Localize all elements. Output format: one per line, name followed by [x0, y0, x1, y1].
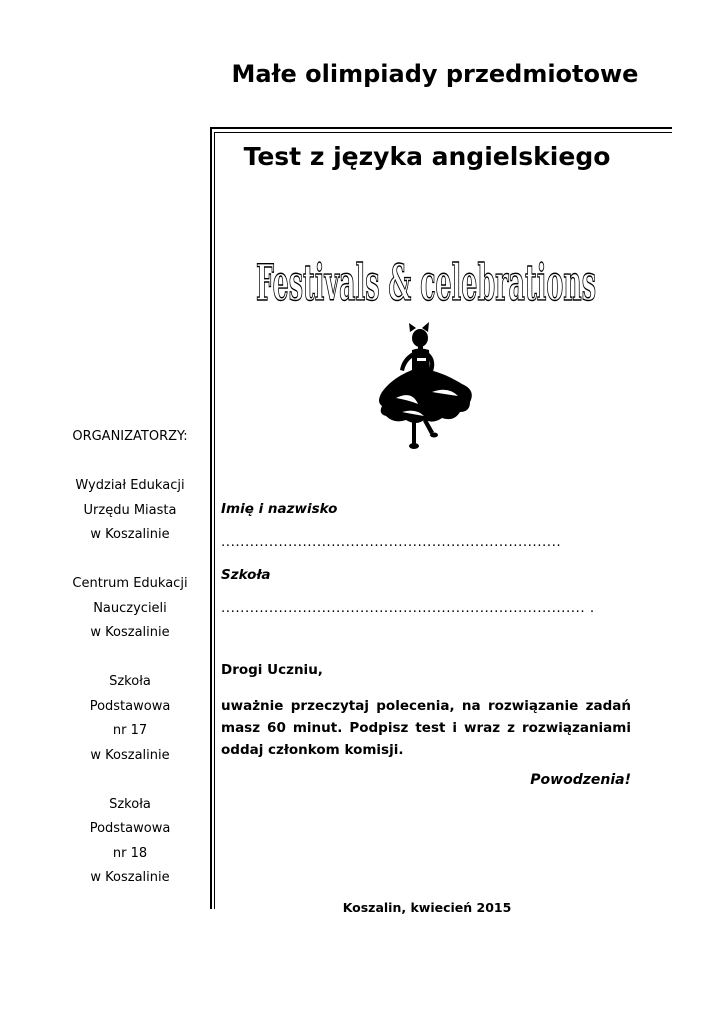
organizer-line: Wydział Edukacji — [75, 478, 185, 493]
footer-place-date: Koszalin, kwiecień 2015 — [342, 900, 512, 915]
organizer-line: Podstawowa — [89, 821, 171, 836]
organizer-line: Podstawowa — [89, 698, 171, 714]
festivals-title-text: Festivals & celebrations — [256, 253, 596, 312]
school-field[interactable]: ............................................................................ . — [221, 600, 595, 616]
frame-top-line — [210, 127, 672, 129]
organizer-line: Urzędu Miasta — [83, 502, 177, 518]
test-title: Test z języka angielskiego — [243, 142, 611, 171]
organizer-line: Szkoła — [109, 796, 151, 812]
name-field[interactable]: ....................................................................... — [221, 534, 562, 550]
school-label: Szkoła — [221, 567, 271, 583]
festivals-title-art — [245, 240, 607, 330]
dancing-girl-silhouette-icon — [372, 320, 482, 455]
organizer-line: Centrum Edukacji — [72, 576, 188, 591]
page-title: Małe olimpiady przedmiotowe — [231, 60, 639, 88]
organizer-line: w Koszalinie — [90, 625, 170, 640]
organizer-line: nr 17 — [112, 723, 148, 738]
greeting: Drogi Uczniu, — [221, 662, 323, 678]
instructions-paragraph: uważnie przeczytaj polecenia, na rozwiązanie zadań masz 60 minut. Podpisz test i wraz z rozwiązaniami oddaj członkom komisji. — [221, 698, 631, 758]
organizer-line: w Koszalinie — [90, 870, 170, 885]
organizer-line: Nauczycieli — [93, 600, 167, 616]
organizer-line: nr 18 — [112, 845, 148, 861]
closing-wish: Powodzenia! — [530, 772, 631, 788]
frame-top-line-inner — [214, 132, 672, 133]
organizer-line: w Koszalinie — [90, 747, 170, 763]
organizer-line: Szkoła — [109, 674, 151, 689]
name-label: Imię i nazwisko — [221, 501, 338, 517]
organizer-line: w Koszalinie — [90, 527, 170, 542]
organizers-sidebar — [40, 425, 220, 891]
organizers-heading: ORGANIZATORZY: — [72, 429, 188, 444]
